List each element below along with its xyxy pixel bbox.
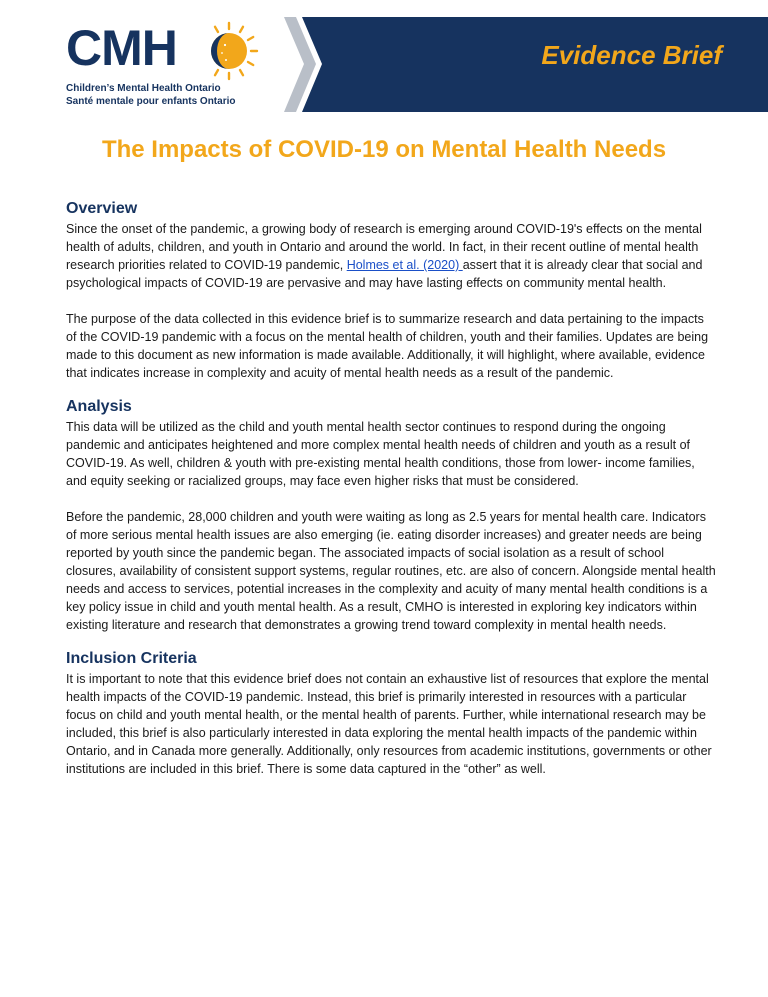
overview-text-before-link: Since the onset of the pandemic, a growing body of research is emerging around COVID-19's effects on the mental health of adults, children, and youth in Ontario and around the world. In fact, in their recent outline of mental health research priorities related to COVID-19 pandemic,: [66, 222, 702, 272]
inclusion-criteria-paragraph: It is important to note that this evidence brief does not contain an exhaustive list of resources that explore the mental health impacts of the COVID-19 pandemic. Instead, this brief is primarily interested in resources with a particular focus on child and youth mental health, or the mental health of parents. Further, while international research may be included, this brief is also particularly interested in data exploring the mental health impacts of the pandemic within Ontario, and in Canada more generally. Additionally, only resources from academic institutions, governments or other institutions are included in this brief. There is some data captured in the “other” as well.: [66, 672, 712, 776]
analysis-paragraph-1: This data will be utilized as the child and youth mental health sector continues to respond during the ongoing pandemic and anticipates heightened and more complex mental health needs of children and youth as a result of COVID-19. As well, children & youth with pre-existing mental health conditions, those from lower- income families, and equity seeking or racialized groups, may face even higher risks that must be considered.: [66, 420, 695, 488]
inclusion-criteria-heading: Inclusion Criteria: [66, 650, 197, 667]
document-body: [66, 198, 716, 778]
cmho-logo: [66, 20, 286, 110]
holmes-citation-link[interactable]: Holmes et al. (2020): [346, 258, 463, 272]
page-header: [0, 0, 768, 120]
analysis-heading: Analysis: [66, 398, 132, 415]
overview-heading: Overview: [66, 200, 138, 217]
logo-subtitle-fr: Santé mentale pour enfants Ontario: [66, 96, 236, 107]
overview-paragraph-1: [66, 220, 716, 292]
analysis-paragraph-2: Before the pandemic, 28,000 children and youth were waiting as long as 2.5 years for mental health care. Indicators of more serious mental health issues are also emerging (ie. eating disorder increases) and greater needs are being reported by youth since the pandemic began. The associated impacts of social isolation as a result of school closures, availability of consistent support systems, regular routines, etc. are also of concern. Alongside mental health needs and access to services, potential increases in the complexity and acuity of many mental health conditions is a key policy issue in child and youth mental health. As a result, CMHO is interested in exploring key indicators within existing literature and research that demonstrates a growing trend toward complexity in mental health needs.: [66, 510, 716, 632]
sun-icon: [198, 20, 260, 82]
banner-title: Evidence Brief: [541, 40, 722, 70]
logo-wordmark: CMH: [66, 20, 177, 76]
document-title: The Impacts of COVID-19 on Mental Health Needs: [101, 136, 667, 163]
logo-subtitle-en: Children’s Mental Health Ontario: [66, 83, 221, 94]
overview-text-after-link: assert that it is already clear that social and psychological impacts of COVID-19 are pervasive and may have lasting effects on community mental health.: [66, 258, 703, 290]
overview-paragraph-2: The purpose of the data collected in this evidence brief is to summarize research and data pertaining to the impacts of the COVID-19 pandemic with a focus on the mental health of children, youth and their families. Updates are being made to this document as new information is made available. Additionally, it will highlight, where available, evidence that indicates increase in complexity and acuity of mental health needs as a result of the pandemic.: [66, 312, 709, 380]
